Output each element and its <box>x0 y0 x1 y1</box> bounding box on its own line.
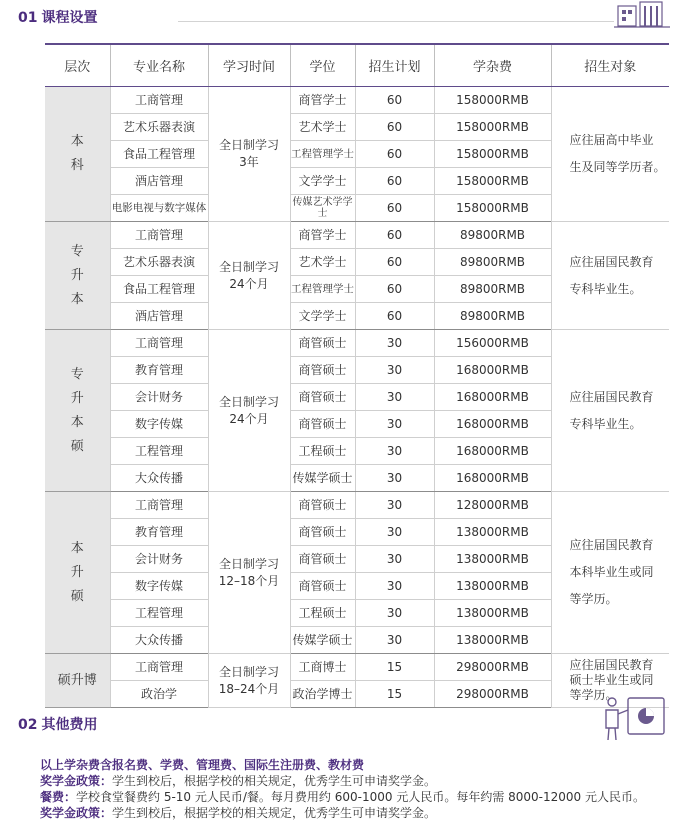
fee-cell: 168000RMB <box>434 438 551 465</box>
course-table <box>45 43 669 708</box>
plan-cell: 60 <box>355 276 434 303</box>
fee-cell: 158000RMB <box>434 195 551 222</box>
major-cell: 艺术乐器表演 <box>110 114 208 141</box>
degree-cell: 商管硕士 <box>290 519 355 546</box>
duration-cell: 全日制学习 3年 <box>208 87 290 222</box>
target-cell: 应往届国民教育 专科毕业生。 <box>551 222 669 330</box>
section-title: 其他费用 <box>41 717 98 733</box>
table-row <box>45 492 669 519</box>
level-cell: 硕升博 <box>45 654 110 708</box>
plan-cell: 30 <box>355 411 434 438</box>
degree-cell: 政治学博士 <box>290 681 355 708</box>
fee-cell: 158000RMB <box>434 114 551 141</box>
degree-cell: 商管学士 <box>290 222 355 249</box>
degree-cell: 工程管理学士 <box>290 276 355 303</box>
degree-cell: 艺术学士 <box>290 114 355 141</box>
table-row <box>45 87 669 114</box>
degree-cell: 工程硕士 <box>290 438 355 465</box>
fee-cell: 168000RMB <box>434 357 551 384</box>
fee-cell: 158000RMB <box>434 168 551 195</box>
major-cell: 政治学 <box>110 681 208 708</box>
degree-cell: 商管学士 <box>290 87 355 114</box>
section-title: 课程设置 <box>41 10 98 26</box>
degree-cell: 商管硕士 <box>290 330 355 357</box>
heading-divider <box>178 21 614 22</box>
degree-cell: 工程管理学士 <box>290 141 355 168</box>
header-level: 层次 <box>45 44 110 87</box>
major-cell: 教育管理 <box>110 519 208 546</box>
major-cell: 酒店管理 <box>110 168 208 195</box>
major-cell: 大众传播 <box>110 627 208 654</box>
plan-cell: 30 <box>355 573 434 600</box>
plan-cell: 30 <box>355 330 434 357</box>
plan-cell: 30 <box>355 627 434 654</box>
section-heading-courses <box>18 7 97 27</box>
plan-cell: 60 <box>355 195 434 222</box>
duration-cell: 全日制学习 18–24个月 <box>208 654 290 708</box>
target-cell: 应往届国民教育 硕士毕业生或同 等学历。 <box>551 654 669 708</box>
section-heading-other-fees <box>18 714 97 734</box>
major-cell: 工商管理 <box>110 87 208 114</box>
major-cell: 工程管理 <box>110 600 208 627</box>
header-target: 招生对象 <box>551 44 669 87</box>
header-duration: 学习时间 <box>208 44 290 87</box>
major-cell: 酒店管理 <box>110 303 208 330</box>
target-cell: 应往届高中毕业 生及同等学历者。 <box>551 87 669 222</box>
scholarship-note: 奖学金政策：学生到校后，根据学校的相关规定，优秀学生可申请奖学金。 <box>40 806 437 820</box>
degree-cell: 工程硕士 <box>290 600 355 627</box>
major-cell: 数字传媒 <box>110 573 208 600</box>
fee-cell: 89800RMB <box>434 303 551 330</box>
plan-cell: 30 <box>355 600 434 627</box>
major-cell: 教育管理 <box>110 357 208 384</box>
degree-cell: 艺术学士 <box>290 249 355 276</box>
degree-cell: 传媒艺术学学士 <box>290 195 355 222</box>
section-number: 02 <box>18 717 38 733</box>
fee-cell: 168000RMB <box>434 465 551 492</box>
plan-cell: 60 <box>355 141 434 168</box>
plan-cell: 30 <box>355 519 434 546</box>
fee-cell: 89800RMB <box>434 222 551 249</box>
header-plan: 招生计划 <box>355 44 434 87</box>
fee-cell: 158000RMB <box>434 141 551 168</box>
plan-cell: 60 <box>355 249 434 276</box>
fee-cell: 298000RMB <box>434 654 551 681</box>
plan-cell: 60 <box>355 222 434 249</box>
table-row <box>45 222 669 249</box>
fee-cell: 128000RMB <box>434 492 551 519</box>
degree-cell: 商管硕士 <box>290 546 355 573</box>
degree-cell: 商管硕士 <box>290 411 355 438</box>
target-cell: 应往届国民教育 本科毕业生或同 等学历。 <box>551 492 669 654</box>
table-row <box>45 330 669 357</box>
fee-cell: 138000RMB <box>434 627 551 654</box>
fee-cell: 298000RMB <box>434 681 551 708</box>
major-cell: 工商管理 <box>110 654 208 681</box>
fee-cell: 138000RMB <box>434 573 551 600</box>
table-header-row <box>45 44 669 87</box>
major-cell: 工商管理 <box>110 492 208 519</box>
plan-cell: 30 <box>355 384 434 411</box>
plan-cell: 30 <box>355 438 434 465</box>
plan-cell: 60 <box>355 303 434 330</box>
building-illustration-icon <box>612 0 672 30</box>
fee-cell: 168000RMB <box>434 411 551 438</box>
major-cell: 工商管理 <box>110 330 208 357</box>
plan-cell: 60 <box>355 114 434 141</box>
fee-cell: 138000RMB <box>434 600 551 627</box>
fees-included-note: 以上学杂费含报名费、学费、管理费、国际生注册费、教材费 <box>40 758 365 772</box>
header-degree: 学位 <box>290 44 355 87</box>
level-cell: 本 科 <box>45 87 110 222</box>
degree-cell: 传媒学硕士 <box>290 627 355 654</box>
fee-cell: 156000RMB <box>434 330 551 357</box>
major-cell: 大众传播 <box>110 465 208 492</box>
major-cell: 食品工程管理 <box>110 276 208 303</box>
plan-cell: 30 <box>355 546 434 573</box>
degree-cell: 商管硕士 <box>290 384 355 411</box>
table-row <box>45 654 669 681</box>
plan-cell: 15 <box>355 654 434 681</box>
plan-cell: 30 <box>355 357 434 384</box>
degree-cell: 文学学士 <box>290 303 355 330</box>
major-cell: 工程管理 <box>110 438 208 465</box>
header-fee: 学杂费 <box>434 44 551 87</box>
fee-cell: 138000RMB <box>434 546 551 573</box>
major-cell: 会计财务 <box>110 546 208 573</box>
fee-cell: 168000RMB <box>434 384 551 411</box>
major-cell: 数字传媒 <box>110 411 208 438</box>
degree-cell: 工商博士 <box>290 654 355 681</box>
header-major: 专业名称 <box>110 44 208 87</box>
fee-cell: 138000RMB <box>434 519 551 546</box>
plan-cell: 60 <box>355 168 434 195</box>
duration-cell: 全日制学习 24个月 <box>208 222 290 330</box>
plan-cell: 60 <box>355 87 434 114</box>
degree-cell: 商管硕士 <box>290 492 355 519</box>
duration-cell: 全日制学习 12–18个月 <box>208 492 290 654</box>
major-cell: 电影电视与数字媒体 <box>110 195 208 222</box>
degree-cell: 传媒学硕士 <box>290 465 355 492</box>
major-cell: 艺术乐器表演 <box>110 249 208 276</box>
major-cell: 工商管理 <box>110 222 208 249</box>
scholarship-note: 奖学金政策：学生到校后，根据学校的相关规定，优秀学生可申请奖学金。 <box>40 774 437 788</box>
fee-cell: 89800RMB <box>434 276 551 303</box>
degree-cell: 商管硕士 <box>290 573 355 600</box>
plan-cell: 15 <box>355 681 434 708</box>
level-cell: 专 升 本 硕 <box>45 330 110 492</box>
fee-cell: 158000RMB <box>434 87 551 114</box>
duration-cell: 全日制学习 24个月 <box>208 330 290 492</box>
major-cell: 会计财务 <box>110 384 208 411</box>
major-cell: 食品工程管理 <box>110 141 208 168</box>
plan-cell: 30 <box>355 492 434 519</box>
plan-cell: 30 <box>355 465 434 492</box>
presenter-illustration-icon <box>598 692 668 744</box>
fee-notes <box>40 757 645 821</box>
degree-cell: 文学学士 <box>290 168 355 195</box>
target-cell: 应往届国民教育 专科毕业生。 <box>551 330 669 492</box>
fee-cell: 89800RMB <box>434 249 551 276</box>
meal-note: 餐费：学校食堂餐费约 5-10 元人民币/餐。每月费用约 600-1000 元人民币。每年约需 8000-12000 元人民币。 <box>40 790 645 804</box>
section-number: 01 <box>18 10 38 26</box>
level-cell: 本 升 硕 <box>45 492 110 654</box>
degree-cell: 商管硕士 <box>290 357 355 384</box>
level-cell: 专 升 本 <box>45 222 110 330</box>
